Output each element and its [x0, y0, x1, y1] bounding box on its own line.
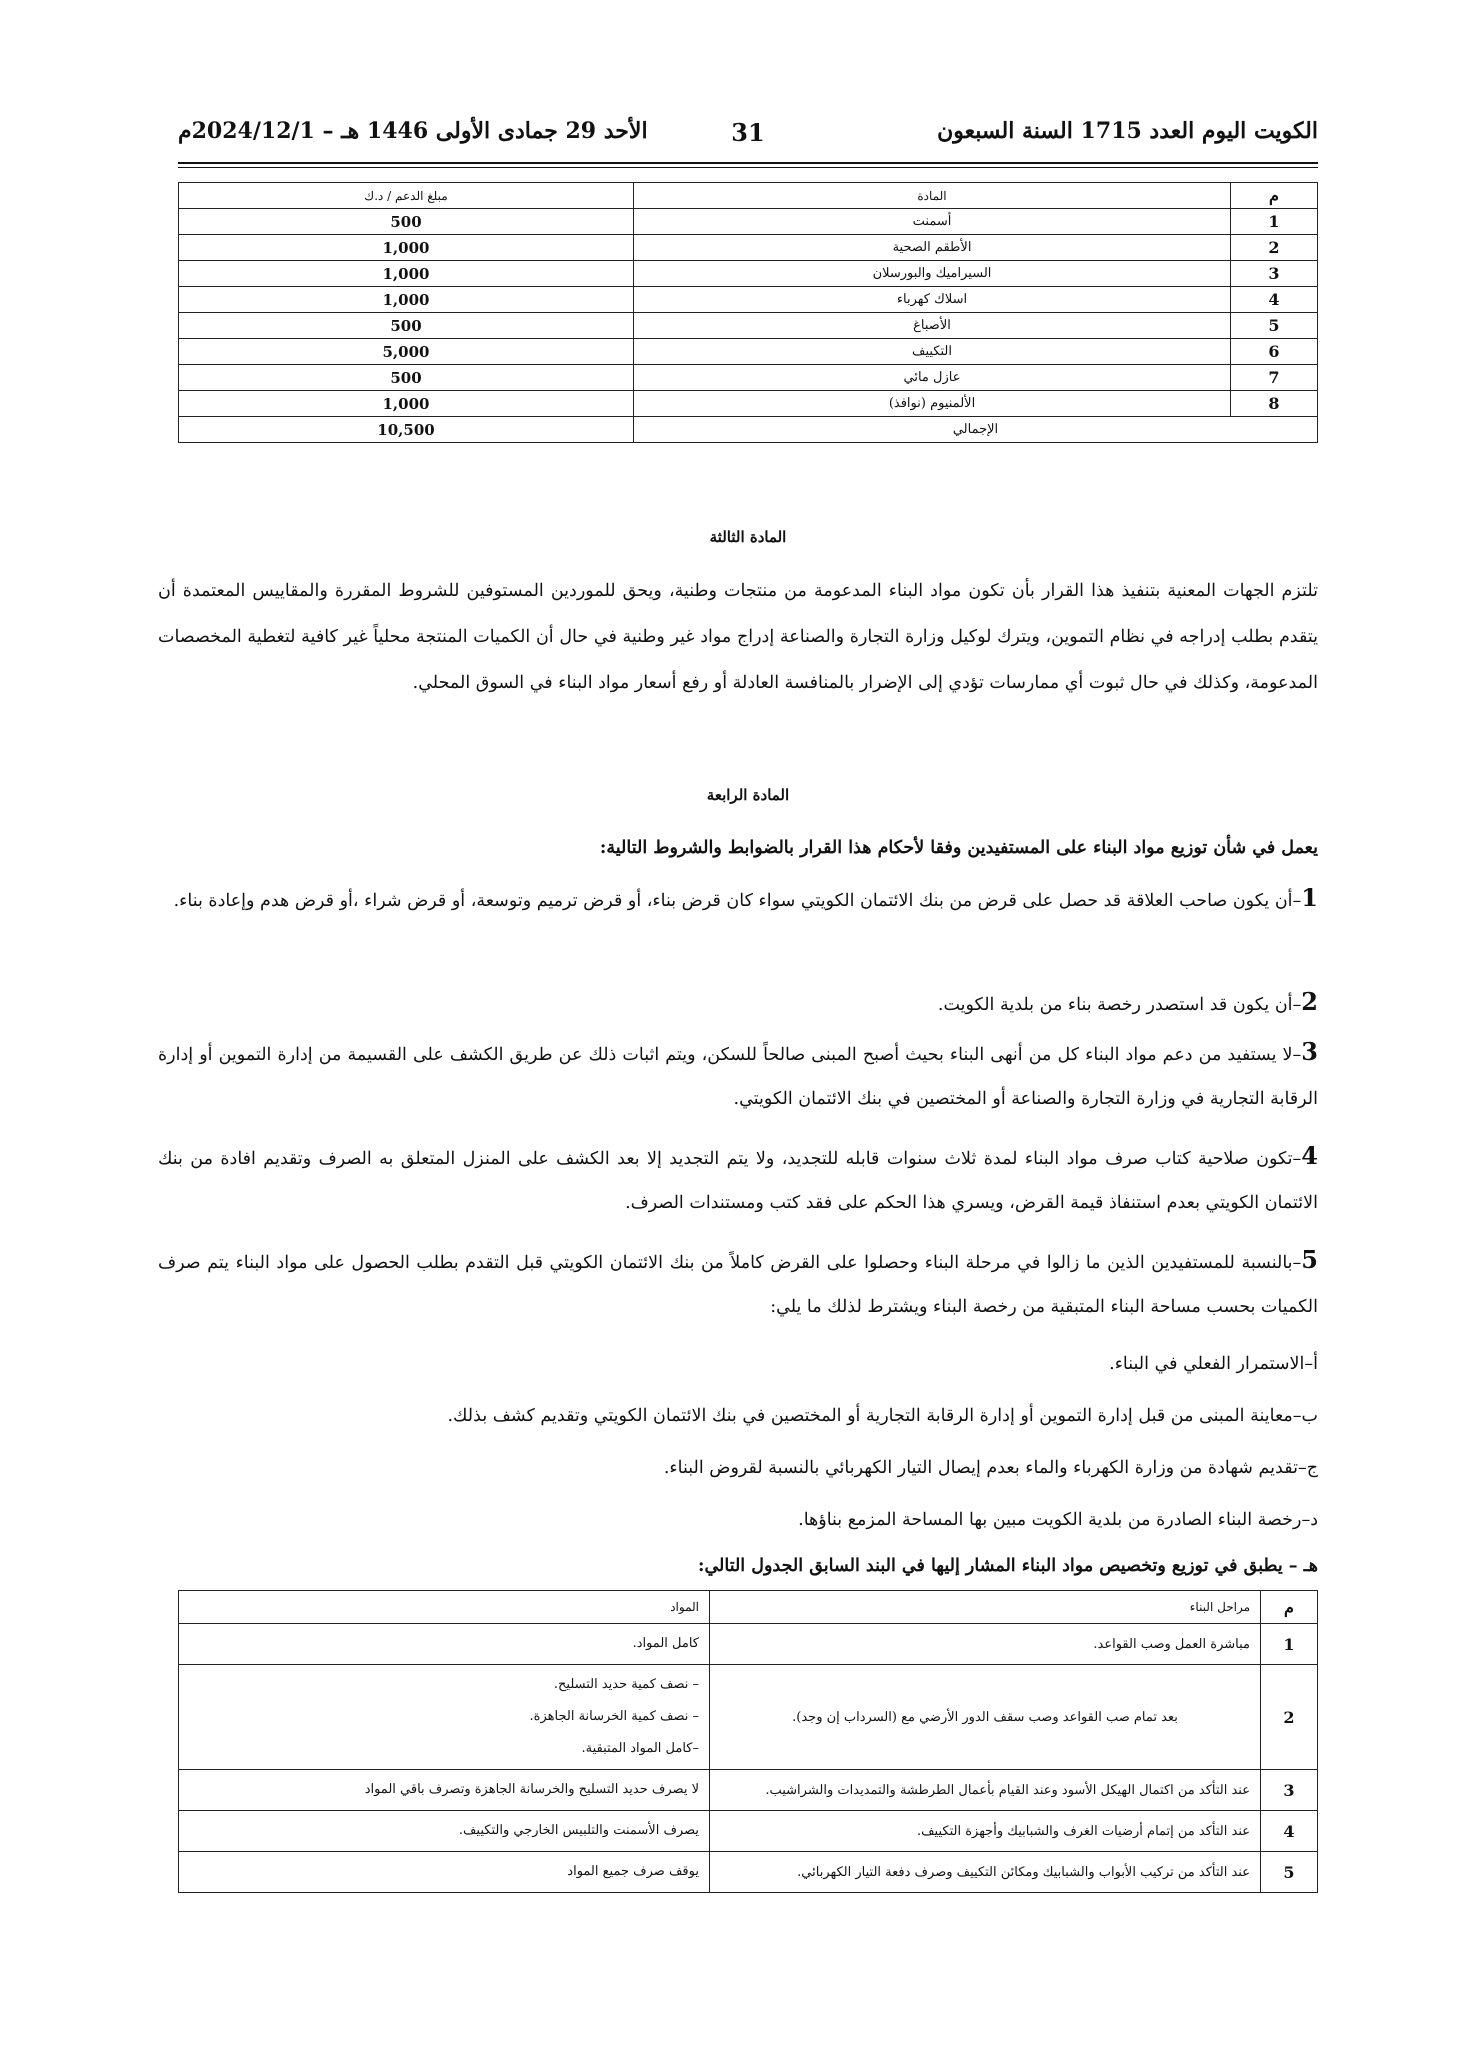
row-amount: 1,000 [179, 391, 634, 417]
row-materials [179, 1852, 710, 1893]
row-stage: عند التأكد من اكتمال الهيكل الأسود وعند القيام بأعمال الطرطشة والتمديدات والشراشيب. [710, 1770, 1261, 1811]
header-rule [178, 162, 1318, 164]
row-number: 3 [1231, 261, 1318, 287]
distribution-table [178, 1590, 1318, 1893]
condition-item-3 [158, 1030, 1318, 1121]
row-number: 1 [1261, 1624, 1318, 1665]
subsidy-table [178, 182, 1318, 443]
article4-intro: يعمل في شأن توزيع مواد البناء على المستفيدين وفقا لأحكام هذا القرار بالضوابط والشروط التالية: [599, 838, 1318, 858]
material-line: يصرف الأسمنت والتلبيس الخارجي والتكييف. [458, 1823, 699, 1838]
table-row [179, 261, 1318, 287]
condition-item-2 [158, 980, 1318, 1027]
row-stage: عند التأكد من تركيب الأبواب والشبابيك ومكائن التكييف وصرف دفعة التيار الكهربائي. [710, 1852, 1261, 1893]
col-header-stage: مراحل البناء [710, 1591, 1261, 1624]
condition-text: –أن يكون صاحب العلاقة قد حصل على قرض من بنك الائتمان الكويتي سواء كان قرض بناء، أو قرض ترميم وتوسعة، أو قرض شراء ،أو قرض هدم وإعادة بناء. [173, 891, 1302, 911]
col-header-number: م [1231, 183, 1318, 209]
sub-condition-b: ب–معاينة المبنى من قبل إدارة التموين أو إدارة الرقابة التجارية أو المختصين في بنك الائتمان الكويتي وتقديم كشف بذلك. [447, 1406, 1318, 1426]
page-header [178, 118, 1318, 158]
row-number: 6 [1231, 339, 1318, 365]
page-number: 31 [731, 118, 765, 147]
col-header-number: م [1261, 1591, 1318, 1624]
condition-text: –تكون صلاحية كتاب صرف مواد البناء لمدة ثلاث سنوات قابله للتجديد، ولا يتم التجديد إلا بعد الكشف على المنزل المتعلق به الصرف وتقديم افادة من بنك الائتمان الكويتي بعدم استنفاذ قيمة القرض، ويسري هذا الحكم على فقد كتب ومستندات الصرف. [158, 1149, 1318, 1213]
row-material: السيراميك والبورسلان [634, 261, 1231, 287]
row-material: التكييف [634, 339, 1231, 365]
row-material: اسلاك كهرباء [634, 287, 1231, 313]
table-row [179, 365, 1318, 391]
condition-item-4 [158, 1134, 1318, 1225]
article3-text: تلتزم الجهات المعنية بتنفيذ هذا القرار بأن تكون مواد البناء المدعومة من منتجات وطنية، ويحق للموردين المستوفين للشروط المقررة والمقاييس المعتمدة أن يتقدم بطلب إدراجه في نظام التموين، ويترك لوكيل وزارة التجارة والصناعة إدراج مواد غير وطنية في حال أن الكميات المنتجة محلياً غير كافية لتغطية المخصصات المدعومة، وكذلك في حال ثبوت أي ممارسات تؤدي إلى الإضرار بالمنافسة العادلة أو رفع أسعار مواد البناء في السوق المحلي. [158, 581, 1318, 693]
row-amount: 1,000 [179, 287, 634, 313]
article4-title: المادة الرابعة [706, 786, 790, 804]
table-header-row [179, 183, 1318, 209]
row-stage: بعد تمام صب القواعد وصب سقف الدور الأرضي مع (السرداب إن وجد). [710, 1665, 1261, 1770]
row-number: 1 [1231, 209, 1318, 235]
row-materials [179, 1624, 710, 1665]
row-number: 8 [1231, 391, 1318, 417]
row-materials [179, 1665, 710, 1770]
table-total-row [179, 417, 1318, 443]
issue-info: الكويت اليوم العدد 1715 السنة السبعون [937, 118, 1318, 144]
row-material: الألمنيوم (نوافذ) [634, 391, 1231, 417]
table-row [179, 313, 1318, 339]
row-number: 5 [1261, 1852, 1318, 1893]
table-row [179, 339, 1318, 365]
row-number: 2 [1261, 1665, 1318, 1770]
material-line: كامل المواد. [632, 1636, 699, 1651]
condition-number: 5 [1301, 1245, 1318, 1274]
condition-text: –بالنسبة للمستفيدين الذين ما زالوا في مرحلة البناء وحصلوا على القرض كاملاً من بنك الائتمان الكويتي قبل التقدم بطلب الحصول على مواد البناء يتم صرف الكميات بحسب مساحة البناء المتبقية من رخصة البناء ويشترط لذلك ما يلي: [158, 1253, 1318, 1317]
article3-title: المادة الثالثة [709, 528, 787, 546]
row-amount: 500 [179, 365, 634, 391]
row-amount: 1,000 [179, 261, 634, 287]
total-label: الإجمالي [634, 417, 1318, 443]
issue-date: الأحد 29 جمادى الأولى 1446 هـ – 2024/12/1م [178, 118, 648, 144]
sub-condition-c: ج–تقديم شهادة من وزارة الكهرباء والماء بعدم إيصال التيار الكهربائي بالنسبة لقروض البناء. [663, 1458, 1318, 1478]
table-row [179, 235, 1318, 261]
row-number: 3 [1261, 1770, 1318, 1811]
table-row [179, 1811, 1318, 1852]
table-row [179, 209, 1318, 235]
row-stage: عند التأكد من إتمام أرضيات الغرف والشبابيك وأجهزة التكييف. [710, 1811, 1261, 1852]
table-row [179, 391, 1318, 417]
row-material: الأطقم الصحية [634, 235, 1231, 261]
condition-item-1 [158, 876, 1318, 923]
header-rule-thin [178, 167, 1318, 168]
condition-text: –أن يكون قد استصدر رخصة بناء من بلدية الكويت. [937, 995, 1302, 1015]
col-header-materials: المواد [179, 1591, 710, 1624]
table-row [179, 1852, 1318, 1893]
row-number: 7 [1231, 365, 1318, 391]
condition-number: 1 [1301, 883, 1318, 912]
row-materials [179, 1770, 710, 1811]
condition-text: –لا يستفيد من دعم مواد البناء كل من أنهى البناء بحيث أصبح المبنى صالحاً للسكن، ويتم اثبات ذلك عن طريق الكشف على القسيمة من إدارة التموين أو إدارة الرقابة التجارية في وزارة التجارة والصناعة أو المختصين في بنك الائتمان الكويتي. [158, 1045, 1318, 1109]
sub-condition-e: هـ – يطبق في توزيع وتخصيص مواد البناء المشار إليها في البند السابق الجدول التالي: [697, 1556, 1318, 1576]
row-materials [179, 1811, 710, 1852]
table-row [179, 287, 1318, 313]
table-row [179, 1665, 1318, 1770]
condition-number: 3 [1301, 1037, 1318, 1066]
row-number: 4 [1261, 1811, 1318, 1852]
row-number: 4 [1231, 287, 1318, 313]
sub-condition-d: د–رخصة البناء الصادرة من بلدية الكويت مبين بها المساحة المزمع بناؤها. [798, 1510, 1318, 1530]
condition-number: 4 [1301, 1141, 1318, 1170]
row-stage: مباشرة العمل وصب القواعد. [710, 1624, 1261, 1665]
row-number: 5 [1231, 313, 1318, 339]
sub-condition-a: أ–الاستمرار الفعلي في البناء. [1109, 1354, 1318, 1374]
total-amount: 10,500 [179, 417, 634, 443]
row-number: 2 [1231, 235, 1318, 261]
row-amount: 500 [179, 209, 634, 235]
table-header-row [179, 1591, 1318, 1624]
row-material: عازل مائي [634, 365, 1231, 391]
material-line: لا يصرف حديد التسليح والخرسانة الجاهزة وتصرف باقي المواد [364, 1782, 699, 1797]
col-header-amount: مبلغ الدعم / د.ك [179, 183, 634, 209]
table-row [179, 1624, 1318, 1665]
row-amount: 500 [179, 313, 634, 339]
material-line: –كامل المواد المتبقية. [581, 1741, 699, 1756]
condition-item-5 [158, 1238, 1318, 1329]
table-row [179, 1770, 1318, 1811]
material-line: يوقف صرف جميع المواد [567, 1864, 699, 1879]
col-header-material: المادة [634, 183, 1231, 209]
material-line: – نصف كمية الخرسانة الجاهزة. [529, 1709, 699, 1724]
row-material: الأصباغ [634, 313, 1231, 339]
material-line: – نصف كمية حديد التسليح. [553, 1677, 699, 1692]
row-material: أسمنت [634, 209, 1231, 235]
condition-number: 2 [1301, 987, 1318, 1016]
row-amount: 1,000 [179, 235, 634, 261]
row-amount: 5,000 [179, 339, 634, 365]
